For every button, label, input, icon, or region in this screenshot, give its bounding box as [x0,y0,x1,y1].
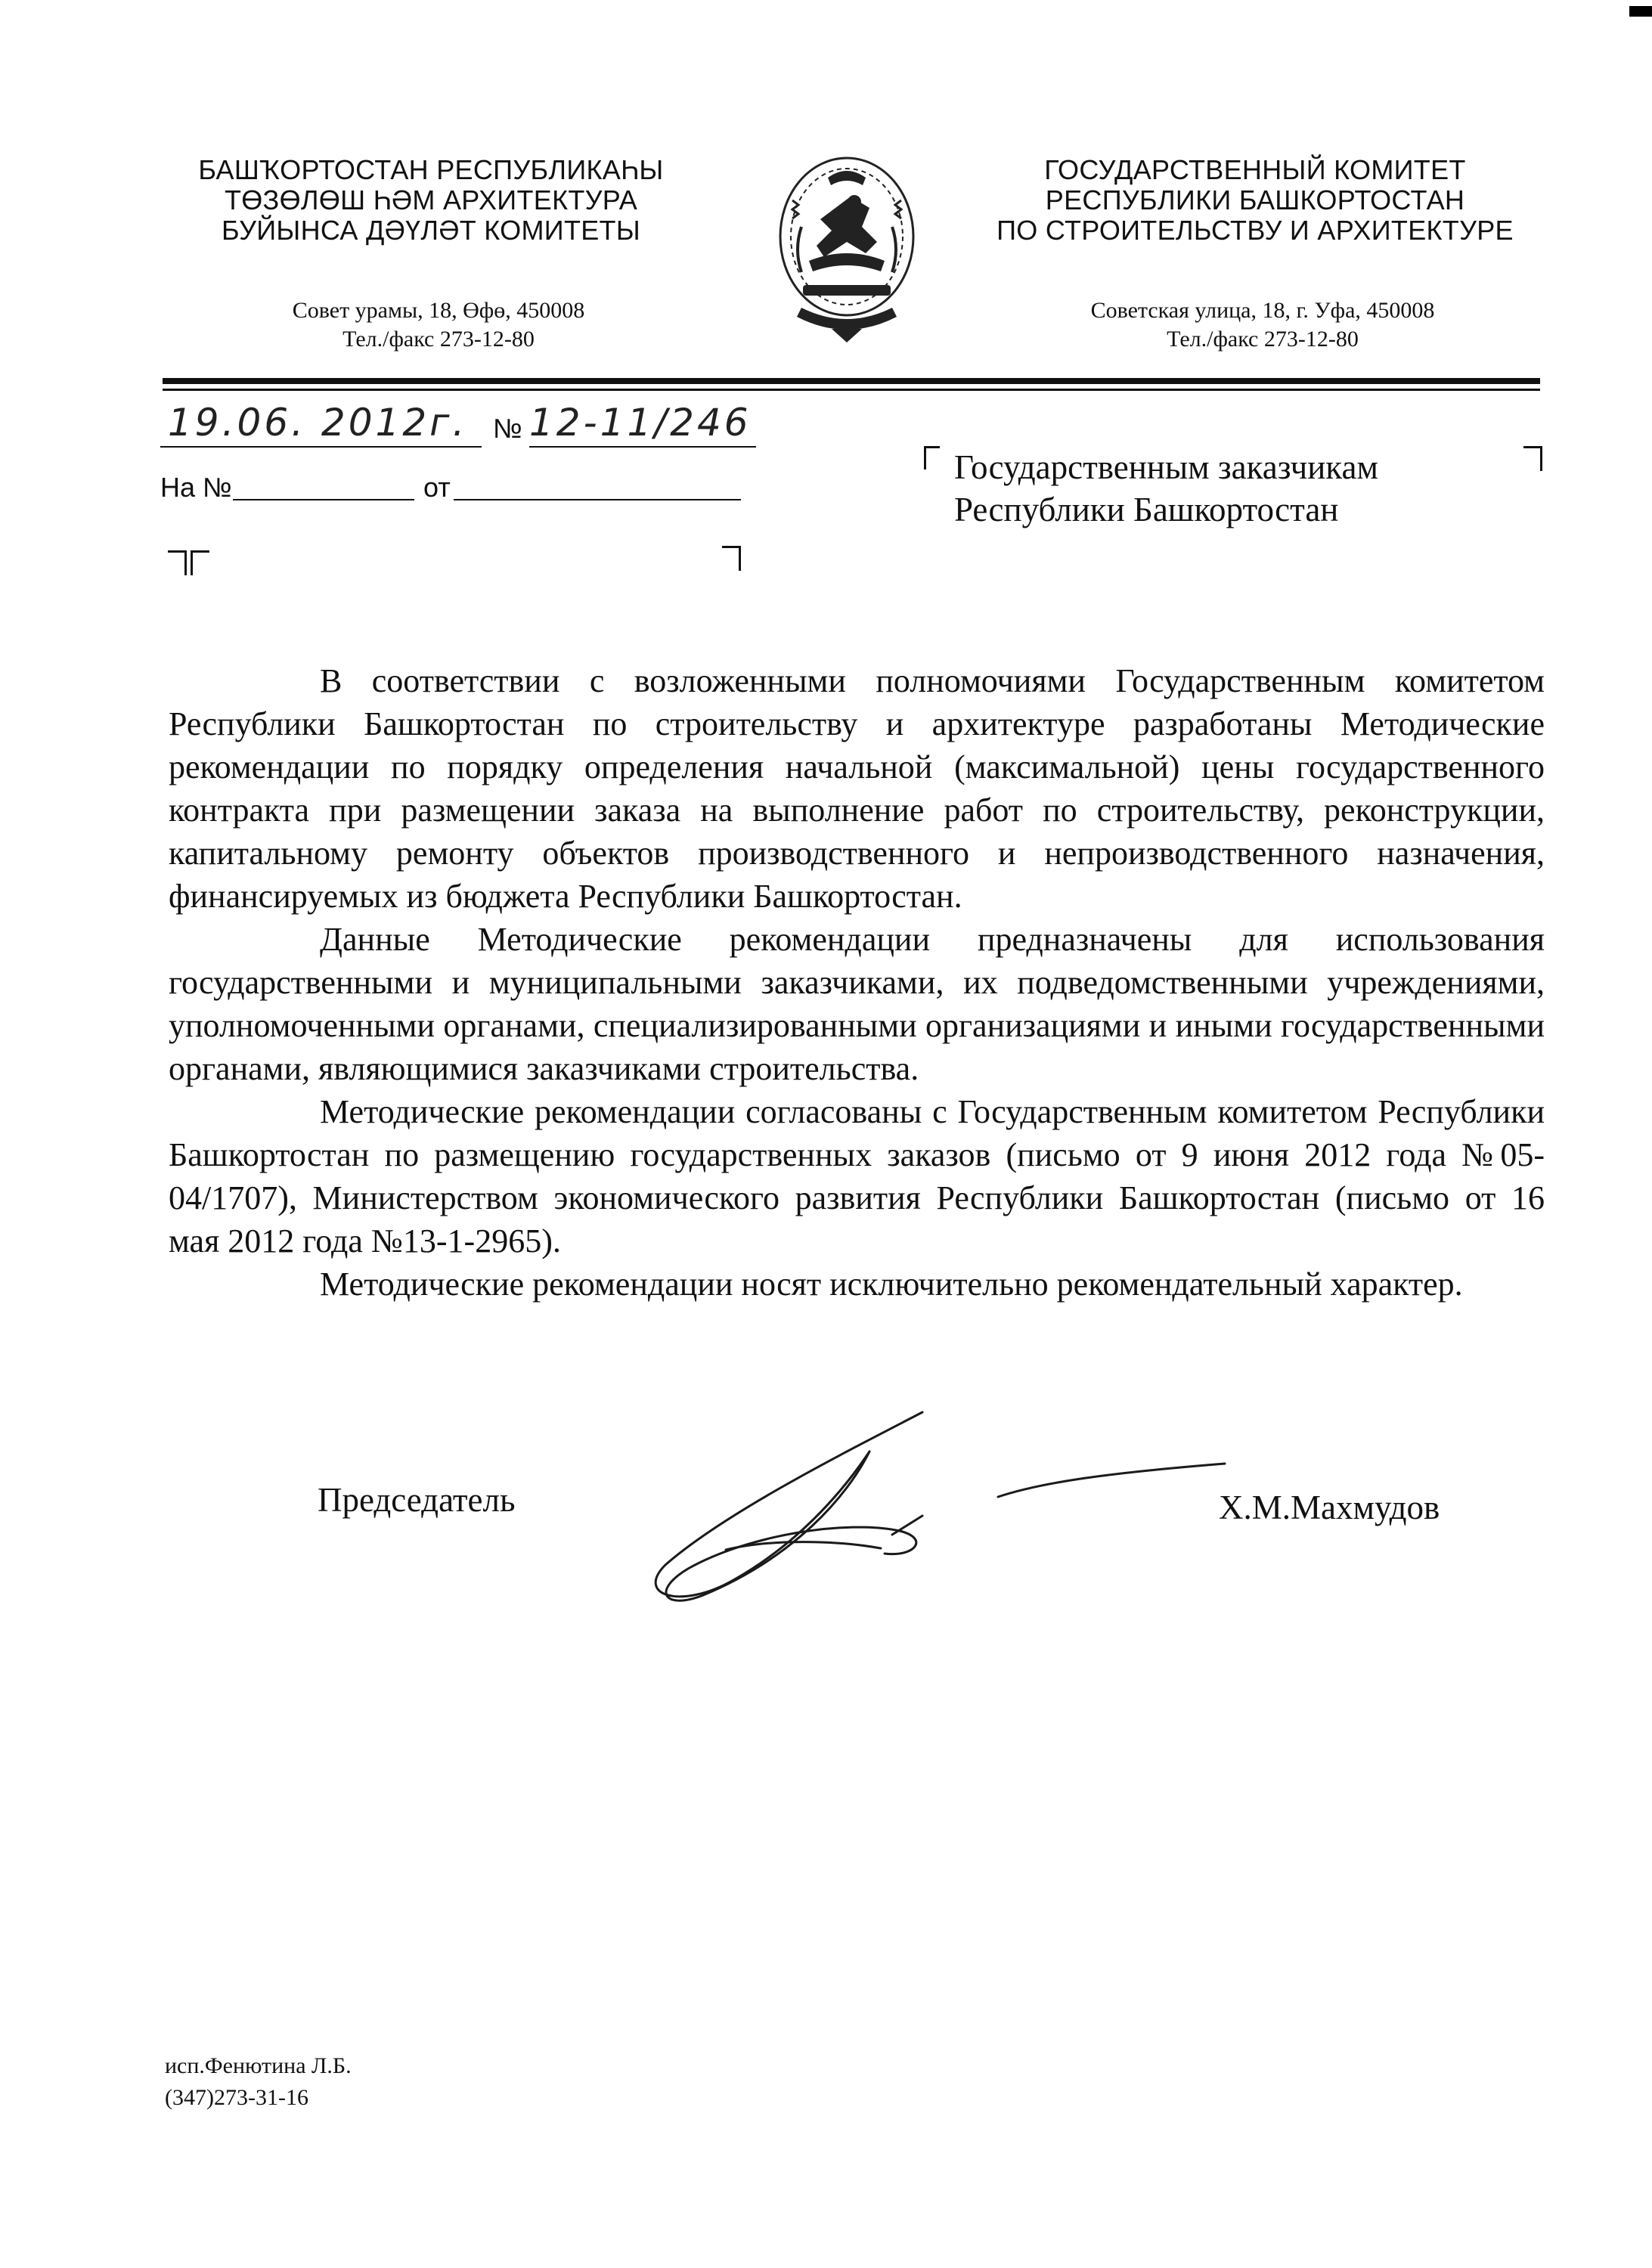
corner-mark [722,546,741,571]
reference-from-label: от [423,472,451,503]
header-divider-thin [163,389,1540,391]
emblem-icon [756,147,938,355]
addressee [954,446,1378,531]
body-paragraph: Методические рекомендации носят исключительно рекомендательный характер. [320,1266,1463,1303]
corner-mark [1523,446,1542,471]
header-right-line: ПО СТРОИТЕЛЬСТВУ И АРХИТЕКТУРЕ [996,215,1514,246]
body-paragraph: Данные Методические рекомендации предназначены для использования государственными и муниципальными заказчиками, их подведомственными учреждениями, уполномоченными органами, специализированными организациями и иными государственными органами, являющимися заказчиками строительства. [169,921,1545,1087]
letter-body [169,659,1545,1306]
header-left-line: БАШҠОРТОСТАН РЕСПУБЛИКАҺЫ [198,154,664,185]
reference-number-field [233,499,414,500]
number-underline [529,446,756,448]
signatory-title: Председатель [318,1481,516,1519]
body-paragraph: В соответствии с возложенными полномочиями Государственным комитетом Республики Башкортостан по строительству и архитектуре разработаны Методические рекомендации по порядку определения начальной (максимальной) цены государственного контракта при размещении заказа на выполнение работ по строительству, реконструкции, капитальному ремонту объектов производственного и непроизводственного назначения, финансируемых из бюджета Республики Башкортостан. [169,662,1545,915]
signatory-name: Х.М.Махмудов [1219,1489,1440,1526]
header-divider [163,378,1540,384]
executor-info [165,2050,352,2114]
registration-number-label: № [493,413,522,444]
left-address: Совет урамы, 18, Өфө, 450008 [292,298,585,323]
corner-mark [168,550,187,575]
header-right-org [983,155,1527,246]
registration-number: 12-11/246 [529,401,752,445]
corner-mark [191,550,209,575]
header-right-contacts [1036,296,1489,354]
body-paragraph: Методические рекомендации согласованы с Государственным комитетом Республики Башкортостан по размещению государственных заказов (письмо от 9 июня 2012 года №05-04/1707), Министерством экономического развития Республики Башкортостан (письмо от 16 мая 2012 года №13-1-2965). [169,1093,1545,1259]
executor-phone: (347)273-31-16 [165,2085,308,2110]
header-left-line: ТӨЗӨЛӨШ ҺӘМ АРХИТЕКТУРА [224,184,638,215]
signature-icon [620,1406,1240,1618]
header-left-contacts [227,296,650,354]
header-left-org [166,155,696,246]
header-right-line: ГОСУДАРСТВЕННЫЙ КОМИТЕТ [1044,154,1466,185]
executor-name: исп.Фенютина Л.Б. [165,2053,352,2078]
right-address: Советская улица, 18, г. Уфа, 450008 [1090,298,1435,323]
header-right-line: РЕСПУБЛИКИ БАШКОРТОСТАН [1045,184,1465,215]
registration-date: 19.06. 2012г. [168,401,468,445]
header-left-line: БУЙЫНСА ДӘҮЛӘТ КОМИТЕТЫ [221,215,641,246]
corner-mark [924,446,940,469]
left-phone: Тел./факс 273-12-80 [342,327,535,352]
reference-number-label: На № [160,472,232,503]
date-underline [160,446,482,448]
reference-date-field [454,499,741,500]
addressee-line: Государственным заказчикам [954,448,1378,486]
right-phone: Тел./факс 273-12-80 [1167,327,1359,352]
scan-artifact [1629,6,1652,17]
addressee-line: Республики Башкортостан [954,491,1339,528]
